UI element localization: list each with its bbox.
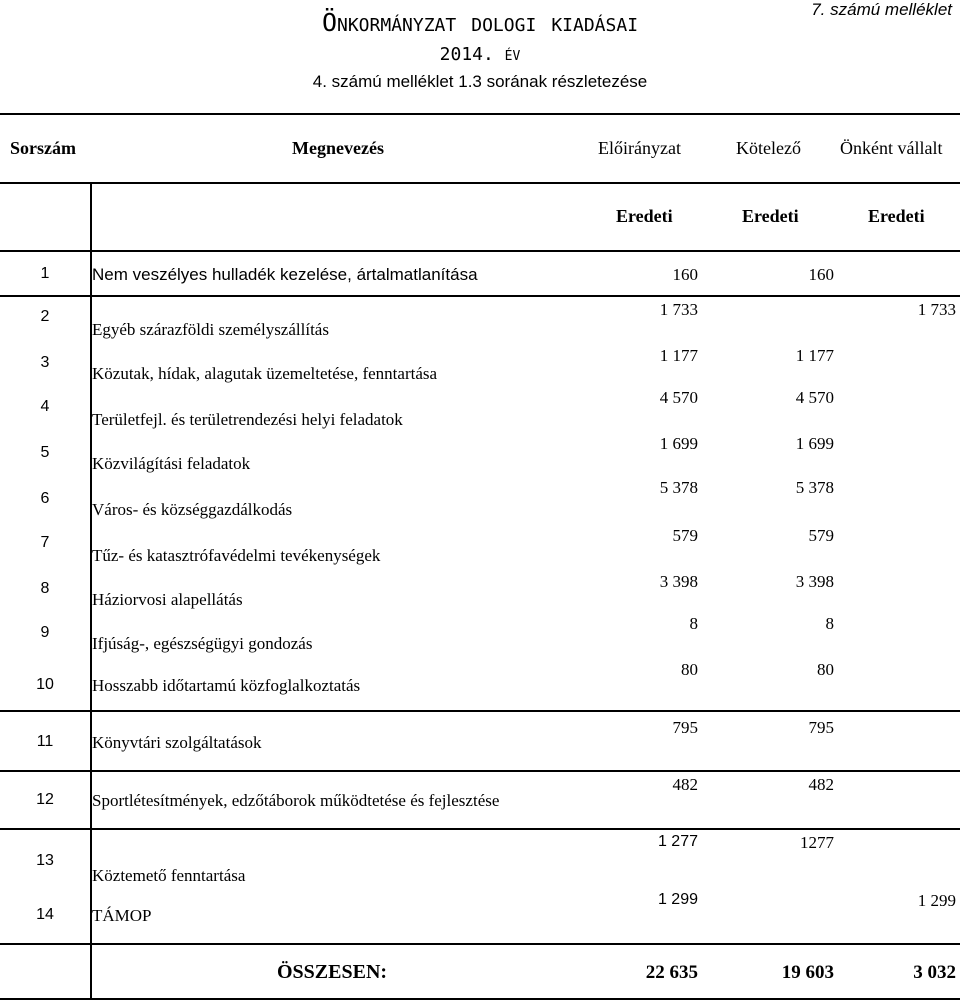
row-number: 7 <box>40 534 50 551</box>
row-eloiranyzat: 5 378 <box>659 478 698 497</box>
row-kotelezo: 4 570 <box>795 388 834 407</box>
col-header-sorszam: Sorszám <box>10 138 76 158</box>
row-name: Háziorvosi alapellátás <box>92 590 243 609</box>
row-eloiranyzat: 4 570 <box>659 388 698 407</box>
sub-header-onkent: Eredeti <box>868 206 925 226</box>
row-number: 1 <box>40 265 50 282</box>
row-name: Közvilágítási feladatok <box>92 454 251 473</box>
row-number: 14 <box>36 906 54 923</box>
row-eloiranyzat: 1 277 <box>657 833 698 850</box>
row-kotelezo: 579 <box>808 526 834 545</box>
row-name: Területfejl. és területrendezési helyi feladatok <box>92 410 403 429</box>
row-kotelezo: 795 <box>808 718 834 737</box>
row-kotelezo: 3 398 <box>795 572 834 591</box>
annex-label: 7. számú melléklet <box>811 0 952 19</box>
row-eloiranyzat: 1 699 <box>659 434 698 453</box>
row-eloiranyzat: 579 <box>672 526 698 545</box>
row-name: Ifjúság-, egészségügyi gondozás <box>92 634 313 653</box>
row-number: 8 <box>40 580 50 597</box>
row-kotelezo: 482 <box>808 775 834 794</box>
row-eloiranyzat: 1 177 <box>659 346 698 365</box>
row-number: 4 <box>40 398 50 415</box>
row-eloiranyzat: 80 <box>681 660 698 679</box>
total-label: ÖSSZESEN: <box>277 961 388 983</box>
sub-header-eloiranyzat: Eredeti <box>616 206 673 226</box>
row-number: 10 <box>36 676 54 693</box>
row-number: 12 <box>36 791 54 808</box>
row-name: Tűz- és katasztrófavédelmi tevékenységek <box>92 546 381 565</box>
row-kotelezo: 160 <box>808 265 834 284</box>
col-header-eloiranyzat: Előirányzat <box>598 138 681 158</box>
row-eloiranyzat: 8 <box>689 614 698 633</box>
row-name: Egyéb szárazföldi személyszállítás <box>92 320 329 339</box>
page-subtitle: 4. számú melléklet 1.3 sorának részletezése <box>312 72 648 91</box>
row-number: 5 <box>40 444 50 461</box>
row-name: TÁMOP <box>92 906 152 925</box>
row-name: Közutak, hídak, alagutak üzemeltetése, fenntartása <box>92 364 438 383</box>
row-eloiranyzat: 482 <box>672 775 698 794</box>
row-name: Köztemető fenntartása <box>92 866 246 885</box>
row-onkent: 1 733 <box>917 300 956 319</box>
year-label: 2014. év <box>439 44 521 65</box>
col-header-onkent: Önként vállalt <box>840 138 943 158</box>
row-name: Város- és községgazdálkodás <box>92 500 293 519</box>
row-number: 3 <box>40 354 50 371</box>
col-header-megnevezes: Megnevezés <box>292 138 384 158</box>
row-name: Hosszabb időtartamú közfoglalkoztatás <box>92 676 361 695</box>
row-kotelezo: 80 <box>817 660 834 679</box>
row-eloiranyzat: 160 <box>672 265 698 284</box>
row-kotelezo: 8 <box>825 614 834 633</box>
page-title: Önkormányzat dologi kiadásai <box>321 8 639 37</box>
row-number: 6 <box>40 490 50 507</box>
row-eloiranyzat: 795 <box>672 718 698 737</box>
row-number: 11 <box>36 733 54 750</box>
row-number: 13 <box>36 852 54 869</box>
row-kotelezo: 1 699 <box>795 434 834 453</box>
col-header-kotelezo: Kötelező <box>736 138 801 158</box>
row-number: 2 <box>40 308 50 325</box>
row-kotelezo: 1 177 <box>795 346 834 365</box>
row-eloiranyzat: 1 733 <box>659 300 698 319</box>
row-name: Könyvtári szolgáltatások <box>92 733 262 752</box>
row-eloiranyzat: 1 299 <box>657 891 698 908</box>
row-kotelezo: 5 378 <box>795 478 834 497</box>
row-kotelezo: 1277 <box>800 833 834 852</box>
total-kotelezo: 19 603 <box>781 962 834 983</box>
total-eloiranyzat: 22 635 <box>645 962 698 983</box>
row-onkent: 1 299 <box>917 891 956 910</box>
row-eloiranyzat: 3 398 <box>659 572 698 591</box>
row-number: 9 <box>40 624 50 641</box>
total-onkent: 3 032 <box>913 962 956 983</box>
sub-header-kotelezo: Eredeti <box>742 206 799 226</box>
row-name: Nem veszélyes hulladék kezelése, ártalmatlanítása <box>92 265 478 284</box>
row-name: Sportlétesítmények, edzőtáborok működtetése és fejlesztése <box>92 791 500 810</box>
